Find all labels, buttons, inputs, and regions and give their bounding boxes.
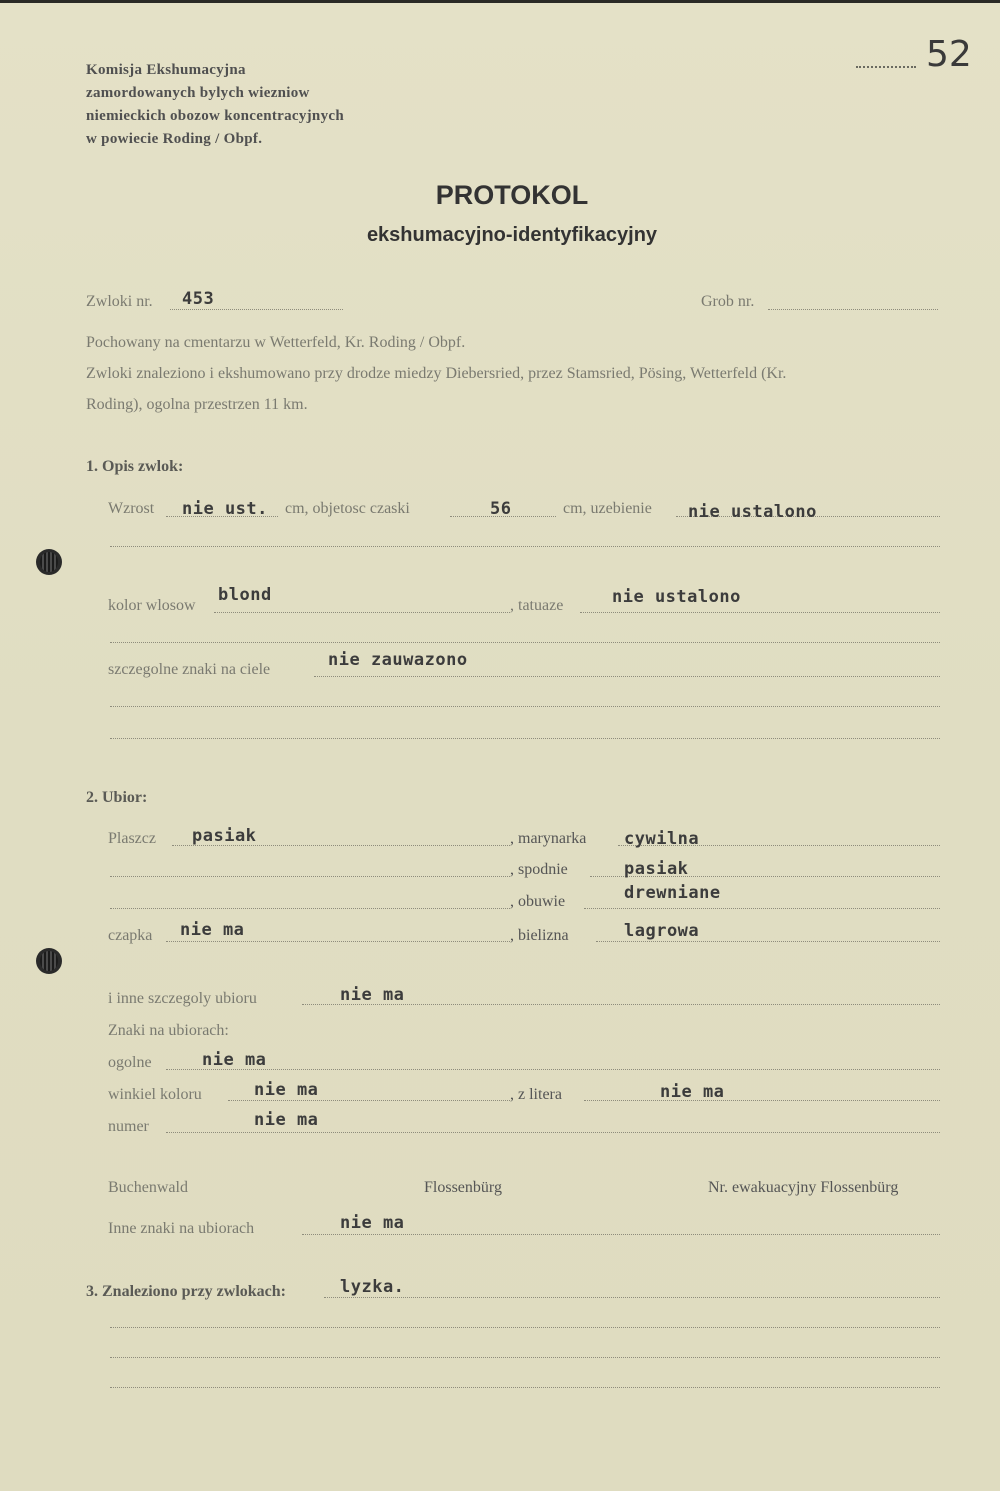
uzebienie-label: cm, uzebienie [563, 500, 652, 517]
commission-line-2: zamordowanych bylych wiezniow [86, 85, 310, 101]
blank-line [110, 1327, 940, 1328]
ogolne-line [166, 1069, 940, 1070]
blank-line [110, 738, 940, 739]
burial-line-3: Roding), ogolna przestrzen 11 km. [86, 396, 308, 413]
uzebienie-value: nie ustalono [688, 502, 817, 522]
section-3-heading: 3. Znaleziono przy zwlokach: [86, 1283, 286, 1300]
flossenburg-label: Flossenbürg [424, 1179, 502, 1196]
tatuaze-label: , tatuaze [510, 597, 564, 614]
blank-line [110, 642, 940, 643]
commission-line-3: niemieckich obozow koncentracyjnych [86, 108, 344, 124]
blank-line [110, 908, 510, 909]
grob-label: Grob nr. [701, 293, 755, 310]
bielizna-label: , bielizna [510, 927, 569, 944]
winkiel-label: winkiel koloru [108, 1086, 202, 1103]
znaki-ubiorach-label: Znaki na ubiorach: [108, 1022, 229, 1039]
znaki-ciele-label: szczegolne znaki na ciele [108, 661, 271, 678]
znaki-ciele-line [314, 676, 940, 677]
znaleziono-line [324, 1297, 940, 1298]
znaleziono-value: lyzka. [340, 1277, 405, 1297]
spodnie-value: pasiak [624, 859, 689, 879]
cm-objetosc-label: cm, objetosc czaski [285, 500, 410, 517]
z-litera-label: , z litera [510, 1086, 562, 1103]
blank-line [110, 546, 940, 547]
section-1-heading: 1. Opis zwlok: [86, 458, 184, 475]
wzrost-value: nie ust. [182, 499, 268, 519]
inne-znaki-line [302, 1234, 940, 1235]
inne-znaki-value: nie ma [340, 1213, 405, 1233]
inne-szczegoly-value: nie ma [340, 985, 405, 1005]
page-number-mark [856, 66, 916, 68]
z-litera-value: nie ma [660, 1082, 725, 1102]
commission-line-1: Komisja Ekshumacyjna [86, 62, 246, 78]
plaszcz-label: Plaszcz [108, 830, 156, 847]
zwloki-line [170, 309, 343, 310]
czapka-value: nie ma [180, 920, 245, 940]
marynarka-label: , marynarka [510, 830, 587, 847]
burial-line-2: Zwloki znaleziono i ekshumowano przy drodze miedzy Diebersried, przez Stamsried, Pösing, Wetterfeld (Kr. [86, 365, 787, 382]
punch-hole-icon [36, 948, 62, 974]
czapka-label: czapka [108, 927, 153, 944]
bielizna-line [596, 941, 940, 942]
grob-line [768, 309, 938, 310]
section-2-heading: 2. Ubior: [86, 789, 148, 806]
inne-znaki-label: Inne znaki na ubiorach [108, 1220, 255, 1237]
winkiel-line [228, 1100, 510, 1101]
spodnie-label: , spodnie [510, 861, 568, 878]
tatuaze-line [580, 612, 940, 613]
ogolne-label: ogolne [108, 1054, 152, 1071]
zwloki-label: Zwloki nr. [86, 293, 153, 310]
top-edge [0, 0, 1000, 3]
tatuaze-value: nie ustalono [612, 587, 741, 607]
inne-szczegoly-label: i inne szczegoly ubioru [108, 990, 257, 1007]
plaszcz-value: pasiak [192, 826, 257, 846]
marynarka-value: cywilna [624, 829, 700, 849]
z-litera-line [584, 1100, 940, 1101]
kolor-line [214, 612, 510, 613]
obuwie-line [584, 908, 940, 909]
document-subtitle: ekshumacyjno-identyfikacyjny [366, 224, 658, 246]
page-number: 52 [926, 34, 972, 75]
punch-hole-icon [36, 549, 62, 575]
czaszka-value: 56 [490, 499, 512, 519]
document-title: PROTOKOL [435, 180, 589, 210]
zwloki-value: 453 [182, 289, 215, 309]
numer-value: nie ma [254, 1110, 319, 1130]
winkiel-value: nie ma [254, 1080, 319, 1100]
ogolne-value: nie ma [202, 1050, 267, 1070]
obuwie-label: , obuwie [510, 893, 566, 910]
bielizna-value: lagrowa [624, 921, 700, 941]
burial-line-1: Pochowany na cmentarzu w Wetterfeld, Kr. Roding / Obpf. [86, 334, 466, 351]
ewakuacyjny-label: Nr. ewakuacyjny Flossenbürg [708, 1179, 899, 1196]
obuwie-value: drewniane [624, 883, 721, 903]
kolor-value: blond [218, 585, 272, 605]
blank-line [110, 1387, 940, 1388]
blank-line [110, 876, 510, 877]
buchenwald-label: Buchenwald [108, 1179, 188, 1196]
czapka-line [166, 941, 510, 942]
numer-label: numer [108, 1118, 149, 1135]
wzrost-label: Wzrost [108, 500, 155, 517]
commission-line-4: w powiecie Roding / Obpf. [86, 131, 263, 147]
znaki-ciele-value: nie zauwazono [328, 650, 468, 670]
kolor-label: kolor wlosow [108, 597, 196, 614]
blank-line [110, 1357, 940, 1358]
blank-line [110, 706, 940, 707]
numer-line [166, 1132, 940, 1133]
